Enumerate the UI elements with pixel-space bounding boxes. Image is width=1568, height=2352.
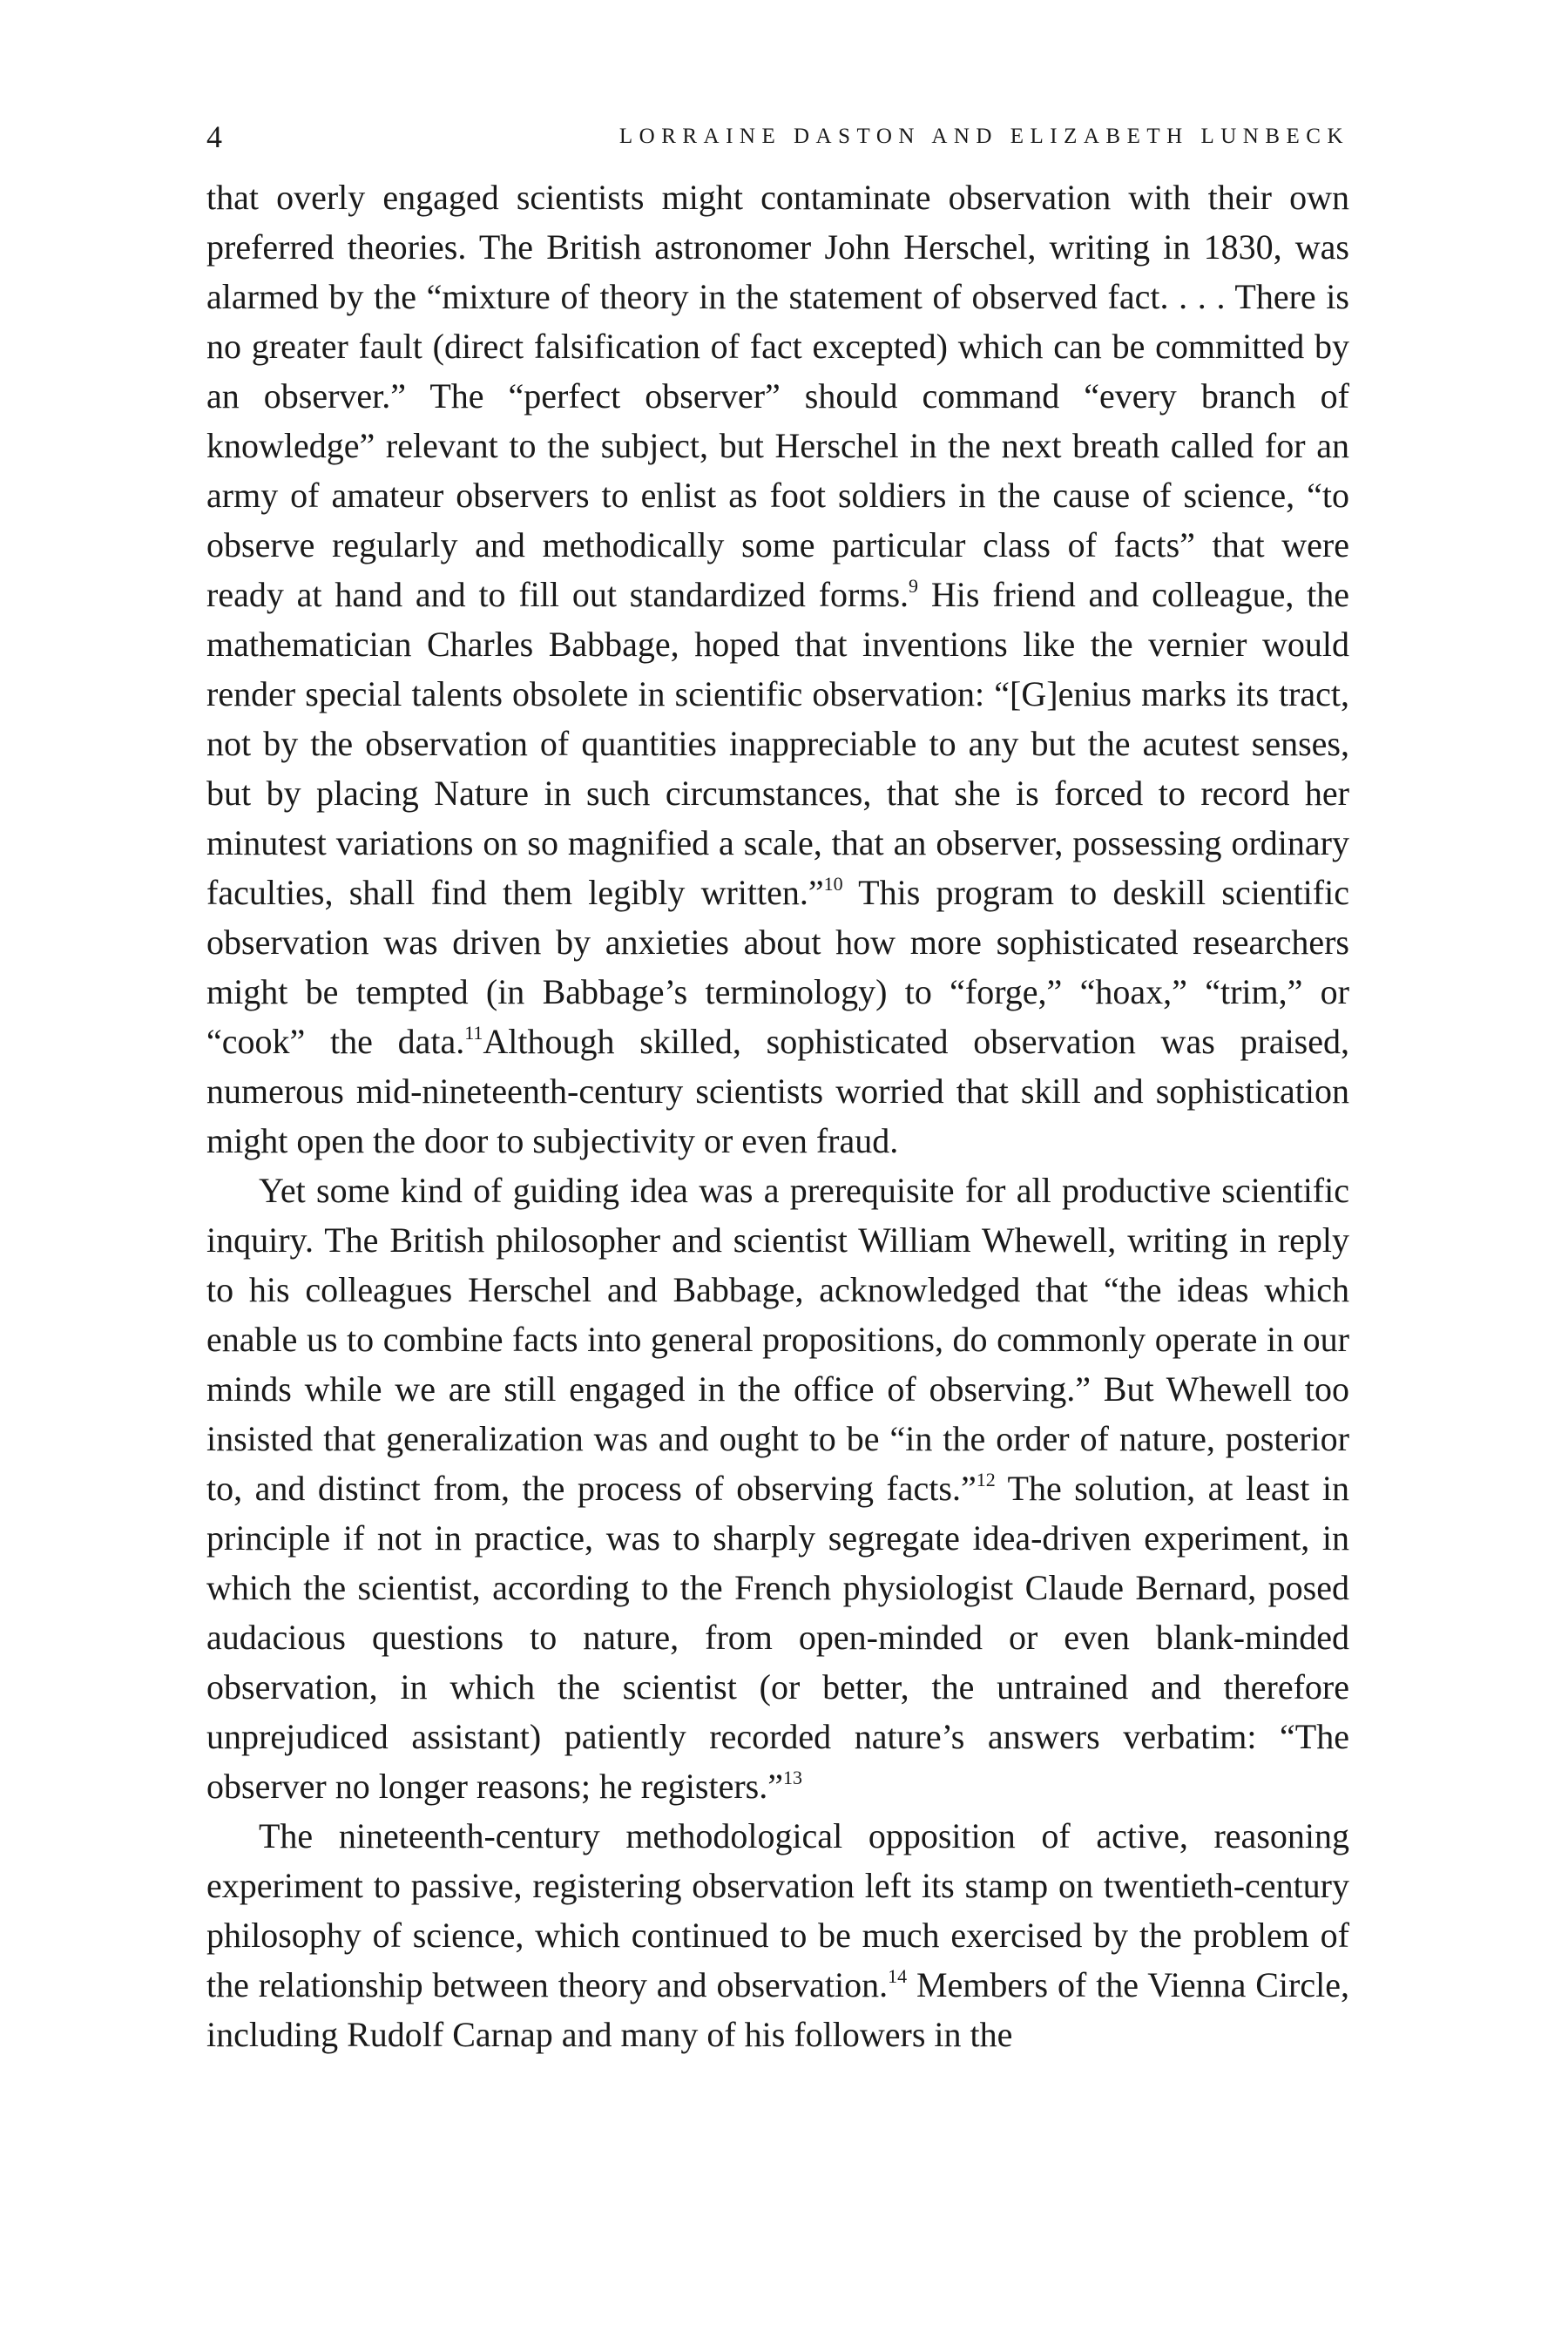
running-title: LORRAINE DASTON AND ELIZABETH LUNBECK	[618, 125, 1349, 148]
footnote-ref-14[interactable]: 14	[888, 1964, 908, 1987]
paragraph-text: This program to deskill scientific observation was driven by anxieties about how more sophisticated researchers might be tempted (in Babbage’s terminology) to “forge,” “hoax,” “trim,” or “cook” the data.	[206, 873, 1349, 1061]
paragraph-text: that overly engaged scientists might contaminate observation with their own preferred theories. The British astronomer John Herschel, writing in 1830, was alarmed by the “mixture of theory in the statement of observed fact. . . . There is no greater fault (direct falsification of fact excepted) which can be committed by an observer.” The “perfect observer” should command “every branch of knowledge” relevant to the subject, but Herschel in the next breath called for an army of amateur observers to enlist as foot soldiers in the cause of science, “to observe regularly and methodically some particular class of facts” that were ready at hand and to fill out standardized forms.	[206, 178, 1349, 614]
footnote-ref-11[interactable]: 11	[464, 1021, 483, 1044]
paragraph-text: The solution, at least in principle if not in practice, was to sharply segregate idea-driven experiment, in which the scientist, according to the French physiologist Claude Bernard, posed audacious questions to nature, from open-minded or even blank-minded observation, in which the scientist (or better, the untrained and therefore unprejudiced assistant) patiently recorded nature’s answers verbatim: “The observer no longer reasons; he registers.”	[206, 1469, 1349, 1806]
body-text	[206, 172, 1349, 2059]
paragraph-2	[206, 1166, 1349, 1811]
footnote-ref-9[interactable]: 9	[909, 574, 919, 597]
paragraph-1	[206, 172, 1349, 1166]
paragraph-text: Yet some kind of guiding idea was a prerequisite for all productive scientific inquiry. The British philosopher and scientist William Whewell, writing in reply to his colleagues Herschel and Babbage, acknowledged that “the ideas which enable us to combine facts into general propositions, do commonly operate in our minds while we are still engaged in the office of observing.” But Whewell too insisted that generalization was and ought to be “in the order of nature, posterior to, and distinct from, the process of observing facts.”	[206, 1171, 1349, 1508]
running-head	[206, 115, 1349, 159]
paragraph-3	[206, 1811, 1349, 2059]
paragraph-text: The nineteenth-century methodological opposition of active, reasoning experiment to passive, registering observation left its stamp on twentieth-century philosophy of science, which continued to be much exercised by the problem of the relationship between theory and observation.	[206, 1816, 1349, 2004]
paragraph-text: Although skilled, sophisticated observation was praised, numerous mid-nineteenth-century scientists worried that skill and sophistication might open the door to subjectivity or even fraud.	[206, 1022, 1350, 1160]
page-number: 4	[206, 119, 222, 154]
footnote-ref-12[interactable]: 12	[976, 1468, 996, 1490]
footnote-ref-10[interactable]: 10	[823, 872, 843, 895]
paragraph-text: Members of the Vienna Circle, including Rudolf Carnap and many of his followers in the	[206, 1965, 1349, 2054]
paragraph-text: His friend and colleague, the mathematician Charles Babbage, hoped that inventions like the vernier would render special talents obsolete in scientific observation: “[G]enius marks its tract, not by the observation of quantities inappreciable to any but the acutest senses, but by placing Nature in such circumstances, that she is forced to record her minutest variations on so magnified a scale, that an observer, possessing ordinary faculties, shall find them legibly written.”	[206, 575, 1349, 912]
footnote-ref-13[interactable]: 13	[783, 1766, 802, 1788]
